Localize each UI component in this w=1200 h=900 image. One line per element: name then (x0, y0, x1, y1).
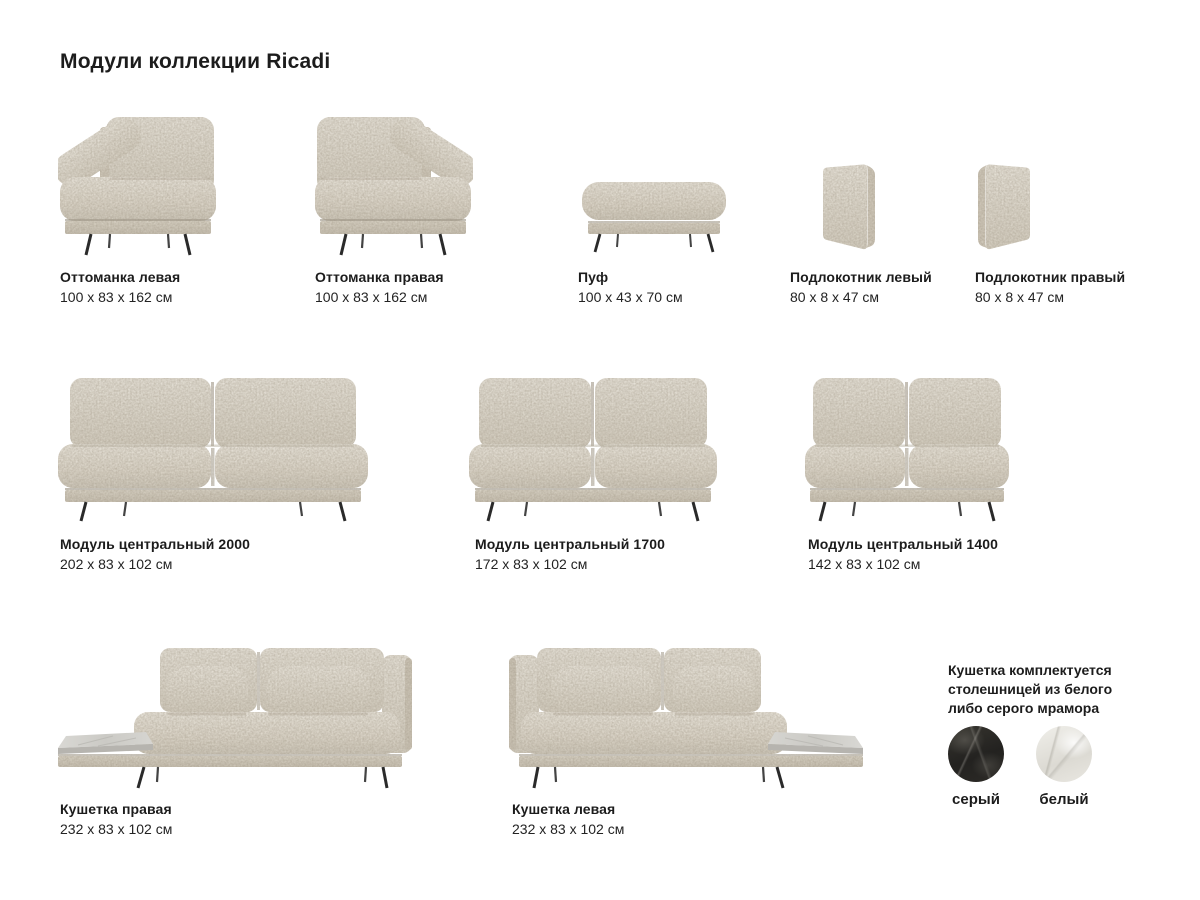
module-dimensions: 80 x 8 x 47 см (975, 289, 1065, 305)
module-label (808, 534, 998, 574)
module-name: Пуф (578, 269, 609, 285)
module-dimensions: 100 x 43 x 70 см (578, 289, 683, 305)
daybed-right-illustration (58, 648, 418, 790)
module-name: Кушетка правая (60, 801, 172, 817)
module-name: Кушетка левая (512, 801, 616, 817)
page-title: Модули коллекции Ricadi (60, 50, 331, 73)
module-label (60, 799, 172, 839)
daybed-left-illustration (503, 648, 863, 790)
central-module-1700-illustration (469, 376, 717, 522)
module-dimensions: 142 x 83 x 102 см (808, 556, 921, 572)
module-dimensions: 80 x 8 x 47 см (790, 289, 880, 305)
module-dimensions: 232 x 83 x 102 см (60, 821, 173, 837)
module-dimensions: 172 x 83 x 102 см (475, 556, 588, 572)
module-name: Модуль центральный 2000 (60, 536, 250, 552)
module-label (512, 799, 624, 839)
gray-swatch-label: серый (952, 791, 1000, 808)
armrest-left-illustration (815, 163, 883, 255)
pouf-illustration (580, 180, 728, 254)
module-name: Оттоманка правая (315, 269, 444, 285)
central-module-2000-illustration (58, 376, 368, 522)
central-module-1400-illustration (805, 376, 1009, 522)
module-label (975, 267, 1125, 307)
module-name: Подлокотник правый (975, 269, 1126, 285)
gray-marble-swatch (948, 726, 1004, 782)
ottoman-right-illustration (313, 115, 473, 257)
module-name: Модуль центральный 1700 (475, 536, 665, 552)
note-text: Кушетка комплектуется столешницей из белого либо серого мрамора (948, 662, 1113, 716)
module-label (578, 267, 683, 307)
module-dimensions: 232 x 83 x 102 см (512, 821, 625, 837)
module-label (60, 267, 180, 307)
armrest-right-illustration (970, 163, 1038, 255)
module-name: Оттоманка левая (60, 269, 181, 285)
ottoman-left-illustration (58, 115, 218, 257)
module-dimensions: 202 x 83 x 102 см (60, 556, 173, 572)
module-label (60, 534, 250, 574)
module-dimensions: 100 x 83 x 162 см (60, 289, 173, 305)
module-label (475, 534, 665, 574)
module-label (790, 267, 932, 307)
white-swatch-label: белый (1039, 791, 1089, 808)
module-name: Подлокотник левый (790, 269, 932, 285)
module-label (315, 267, 444, 307)
module-dimensions: 100 x 83 x 162 см (315, 289, 428, 305)
white-marble-swatch (1036, 726, 1092, 782)
module-name: Модуль центральный 1400 (808, 536, 998, 552)
